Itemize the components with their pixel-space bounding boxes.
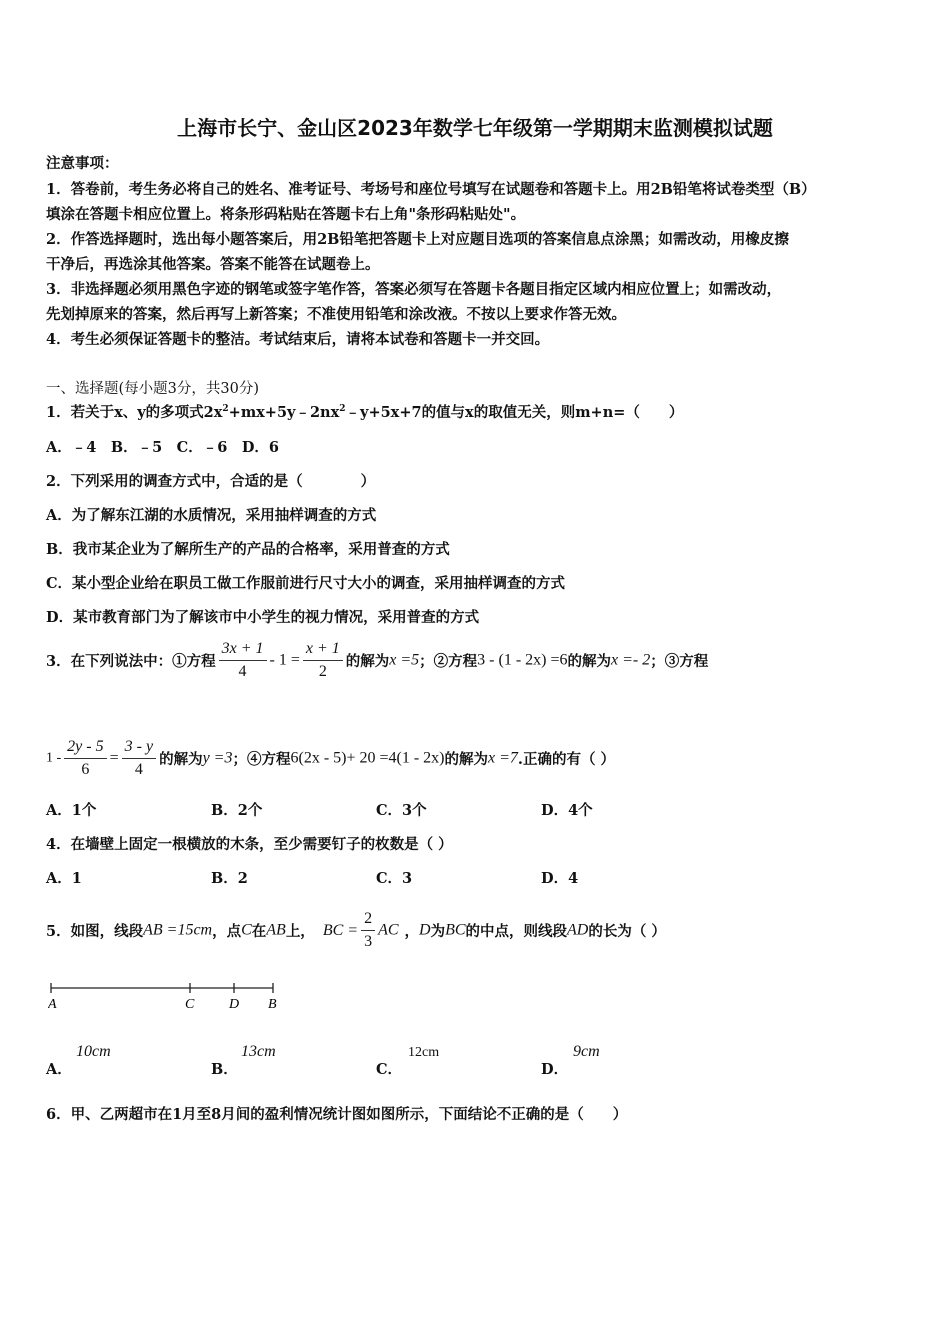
q3-math: =: [109, 749, 119, 767]
fraction: [122, 738, 156, 779]
q3-math: - 1 =: [269, 651, 300, 669]
q3-math: 1 -: [46, 750, 62, 766]
q5-text: 的中点，则线段: [465, 923, 568, 940]
fraction-numerator: x + 1: [303, 640, 343, 661]
page-title: 上海市长宁、金山区2023年数学七年级第一学期期末监测模拟试题: [177, 116, 773, 140]
q3-math: x =- 2: [611, 651, 651, 669]
question-5-option-b: B．: [211, 1061, 238, 1078]
fraction-denominator: 4: [134, 761, 143, 778]
question-5-option-a-value: 10cm: [76, 1043, 111, 1060]
q1-stem-part: 1．若关于x、y的多项式2x: [46, 404, 223, 421]
q5-math: AC: [378, 921, 399, 939]
fraction: [64, 738, 106, 779]
question-2-option-d: D．某市教育部门为了解该市中小学生的视力情况，采用普查的方式: [46, 609, 480, 626]
question-6-stem: 6．甲、乙两超市在1月至8月间的盈利情况统计图如图所示，下面结论不正确的是（ ）: [46, 1106, 628, 1123]
notice-line: 干净后，再选涂其他答案。答案不能答在试题卷上。: [46, 256, 380, 273]
question-4-stem: 4．在墙壁上固定一根横放的木条，至少需要钉子的枚数是（ ）: [46, 836, 453, 853]
fraction: [303, 640, 343, 681]
fraction-denominator: 6: [81, 761, 90, 778]
line-segment-figure: [48, 978, 288, 1018]
question-5-option-d: D．: [541, 1061, 569, 1078]
q5-math: BC =: [322, 921, 359, 939]
question-1-options: A．﹣4 B．﹣5 C．﹣6 D．6: [46, 439, 279, 456]
fraction-numerator: 3 - y: [122, 738, 156, 759]
question-4-option-c: C．3: [376, 870, 413, 887]
q3-text: 的解为: [345, 653, 390, 670]
question-2-option-c: C．某小型企业给在职员工做工作服前进行尺寸大小的调查，采用抽样调查的方式: [46, 575, 566, 592]
fraction: [361, 910, 375, 951]
notice-line: 2．作答选择题时，选出每小题答案后，用2B铅笔把答题卡上对应题目选项的答案信息点涂黑；如需改动，用橡皮擦: [46, 231, 789, 248]
section-heading: 一、选择题(每小题3分，共30分): [46, 381, 259, 397]
q1-stem-part: +mx+5y﹣2nx: [228, 404, 340, 421]
point-label-c: C: [185, 997, 195, 1012]
question-3-line-2: [46, 738, 615, 779]
question-5-option-d-value: 9cm: [573, 1043, 600, 1060]
question-3-line-1: [46, 640, 708, 681]
question-2-stem: 2．下列采用的调查方式中，合适的是（ ）: [46, 473, 376, 490]
question-5-option-b-value: 13cm: [241, 1043, 276, 1060]
notice-line: 1．答卷前，考生务必将自己的姓名、准考证号、考场号和座位号填写在试题卷和答题卡上。用2B铅笔将试卷类型（B）: [46, 181, 816, 198]
q3-text: ；②方程: [419, 653, 478, 670]
fraction-denominator: 4: [238, 663, 247, 680]
question-3-option-d: D．4个: [541, 802, 593, 819]
point-label-a: A: [48, 997, 57, 1012]
notice-line: 填涂在答题卡相应位置上。将条形码粘贴在答题卡右上角"条形码粘贴处"。: [46, 206, 526, 223]
point-label-b: B: [268, 997, 277, 1012]
q3-text: .正确的有（ ）: [517, 751, 616, 768]
q3-math: 3 - (1 - 2x) =6: [477, 651, 568, 669]
question-2-option-b: B．我市某企业为了解所生产的产品的合格率，采用普查的方式: [46, 541, 450, 558]
q5-math: AB: [266, 921, 286, 939]
question-3-option-c: C．3个: [376, 802, 427, 819]
q5-math: AD: [567, 921, 589, 939]
notice-line: 3．非选择题必须用黑色字迹的钢笔或签字笔作答，答案必须写在答题卡各题目指定区域内相应位置上；如需改动，: [46, 281, 782, 298]
q1-superscript: 2: [339, 404, 346, 415]
question-5-option-a: A．: [46, 1061, 72, 1078]
question-5-option-c: C．: [376, 1061, 403, 1078]
q3-math: x =7: [488, 749, 518, 767]
fraction-numerator: 3x + 1: [219, 640, 267, 661]
q1-stem-part: ﹣y+5x+7的值与x的取值无关，则m+n=（ ）: [345, 404, 684, 421]
question-4-option-d: D．4: [541, 870, 579, 887]
q5-text: 在: [251, 923, 267, 940]
fraction-numerator: 2y - 5: [64, 738, 106, 759]
q5-text: ，点: [212, 923, 242, 940]
q5-math: AB =15cm: [143, 921, 213, 939]
question-5-option-c-value: 12cm: [408, 1045, 440, 1060]
q1-superscript: 2: [222, 404, 229, 415]
question-1-stem: [46, 401, 683, 422]
q3-math: x =5: [389, 651, 420, 669]
fraction-numerator: 2: [361, 910, 375, 931]
notice-line: 4．考生必须保证答题卡的整洁。考试结束后，请将本试卷和答题卡一并交回。: [46, 331, 550, 348]
q3-text: ；④方程: [232, 751, 291, 768]
q5-math: BC: [445, 921, 466, 939]
q5-math: C: [241, 921, 252, 939]
notice-line: 先划掉原来的答案，然后再写上新答案；不准使用铅笔和涂改液。不按以上要求作答无效。: [46, 306, 626, 323]
q5-math: D: [419, 921, 431, 939]
question-2-option-a: A．为了解东江湖的水质情况，采用抽样调查的方式: [46, 507, 377, 524]
q3-math: y =3: [202, 749, 233, 767]
question-4-option-a: A．1: [46, 870, 82, 887]
point-label-d: D: [229, 997, 240, 1012]
question-3-option-a: A．1个: [46, 802, 97, 819]
q3-text: 的解为: [567, 653, 612, 670]
fraction-denominator: 3: [364, 933, 373, 950]
question-3-option-b: B．2个: [211, 802, 263, 819]
q3-math: 6(2x - 5)+ 20 =4(1 - 2x): [290, 749, 445, 767]
q3-text: 的解为: [159, 751, 203, 768]
q5-text: 的长为（ ）: [588, 923, 666, 940]
fraction-denominator: 2: [318, 663, 327, 680]
q5-text: 5．如图，线段: [46, 923, 144, 940]
q3-text: 的解为: [444, 751, 488, 768]
q3-text: ；③方程: [650, 653, 709, 670]
notice-heading: 注意事项：: [46, 155, 119, 172]
q5-text: 为: [430, 923, 446, 940]
question-4-option-b: B．2: [211, 870, 248, 887]
fraction: [219, 640, 267, 681]
q5-text: 上，: [285, 923, 315, 940]
q3-text: 3．在下列说法中：①方程: [46, 653, 216, 670]
q5-text: ，: [404, 923, 420, 940]
question-5-stem: [46, 910, 666, 951]
